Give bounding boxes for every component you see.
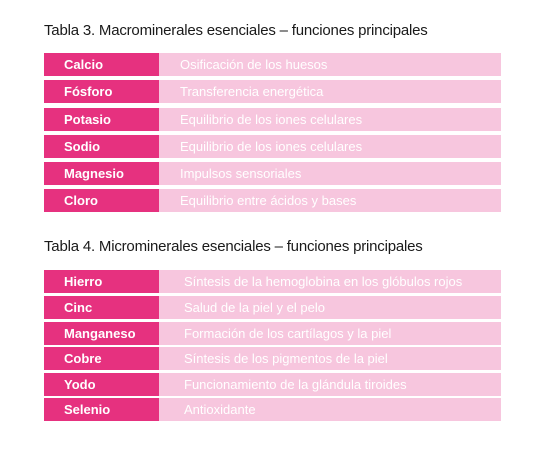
mineral-function: Equilibrio de los iones celulares — [180, 112, 363, 127]
table-row — [44, 189, 501, 212]
mineral-name: Sodio — [44, 135, 159, 158]
mineral-function: Síntesis de los pigmentos de la piel — [184, 351, 388, 366]
mineral-name: Cloro — [44, 189, 159, 212]
table-row — [44, 270, 501, 293]
mineral-function: Impulsos sensoriales — [180, 166, 302, 181]
mineral-function: Osificación de los huesos — [180, 57, 328, 72]
mineral-function: Antioxidante — [184, 402, 256, 417]
mineral-name: Cobre — [44, 347, 159, 370]
microminerals-table — [44, 238, 501, 417]
mineral-name: Potasio — [44, 108, 159, 131]
table-row — [44, 162, 501, 185]
mineral-name: Calcio — [44, 53, 159, 76]
table-row — [44, 398, 501, 421]
table-row — [44, 108, 501, 131]
mineral-name: Selenio — [44, 398, 159, 421]
mineral-name: Manganeso — [44, 322, 159, 345]
table-row — [44, 53, 501, 76]
table-row — [44, 135, 501, 158]
mineral-function: Formación de los cartílagos y la piel — [184, 326, 392, 341]
table-title: Tabla 3. Macrominerales esenciales – funciones principales — [44, 22, 428, 39]
mineral-function: Síntesis de la hemoglobina en los glóbulos rojos — [184, 274, 463, 289]
macrominerals-table — [44, 22, 501, 208]
table-title: Tabla 4. Microminerales esenciales – funciones principales — [44, 238, 423, 255]
mineral-name: Yodo — [44, 373, 159, 396]
table-row — [44, 373, 501, 396]
mineral-function: Funcionamiento de la glándula tiroides — [184, 377, 407, 392]
mineral-name: Fósforo — [44, 80, 159, 103]
table-row — [44, 347, 501, 370]
mineral-function: Equilibrio de los iones celulares — [180, 139, 363, 154]
mineral-function: Transferencia energética — [180, 84, 324, 99]
mineral-name: Magnesio — [44, 162, 159, 185]
mineral-name: Cinc — [44, 296, 159, 319]
mineral-function: Salud de la piel y el pelo — [184, 300, 325, 315]
mineral-name: Hierro — [44, 270, 159, 293]
table-row — [44, 80, 501, 103]
mineral-function: Equilibrio entre ácidos y bases — [180, 193, 357, 208]
table-row — [44, 296, 501, 319]
table-row — [44, 322, 501, 345]
